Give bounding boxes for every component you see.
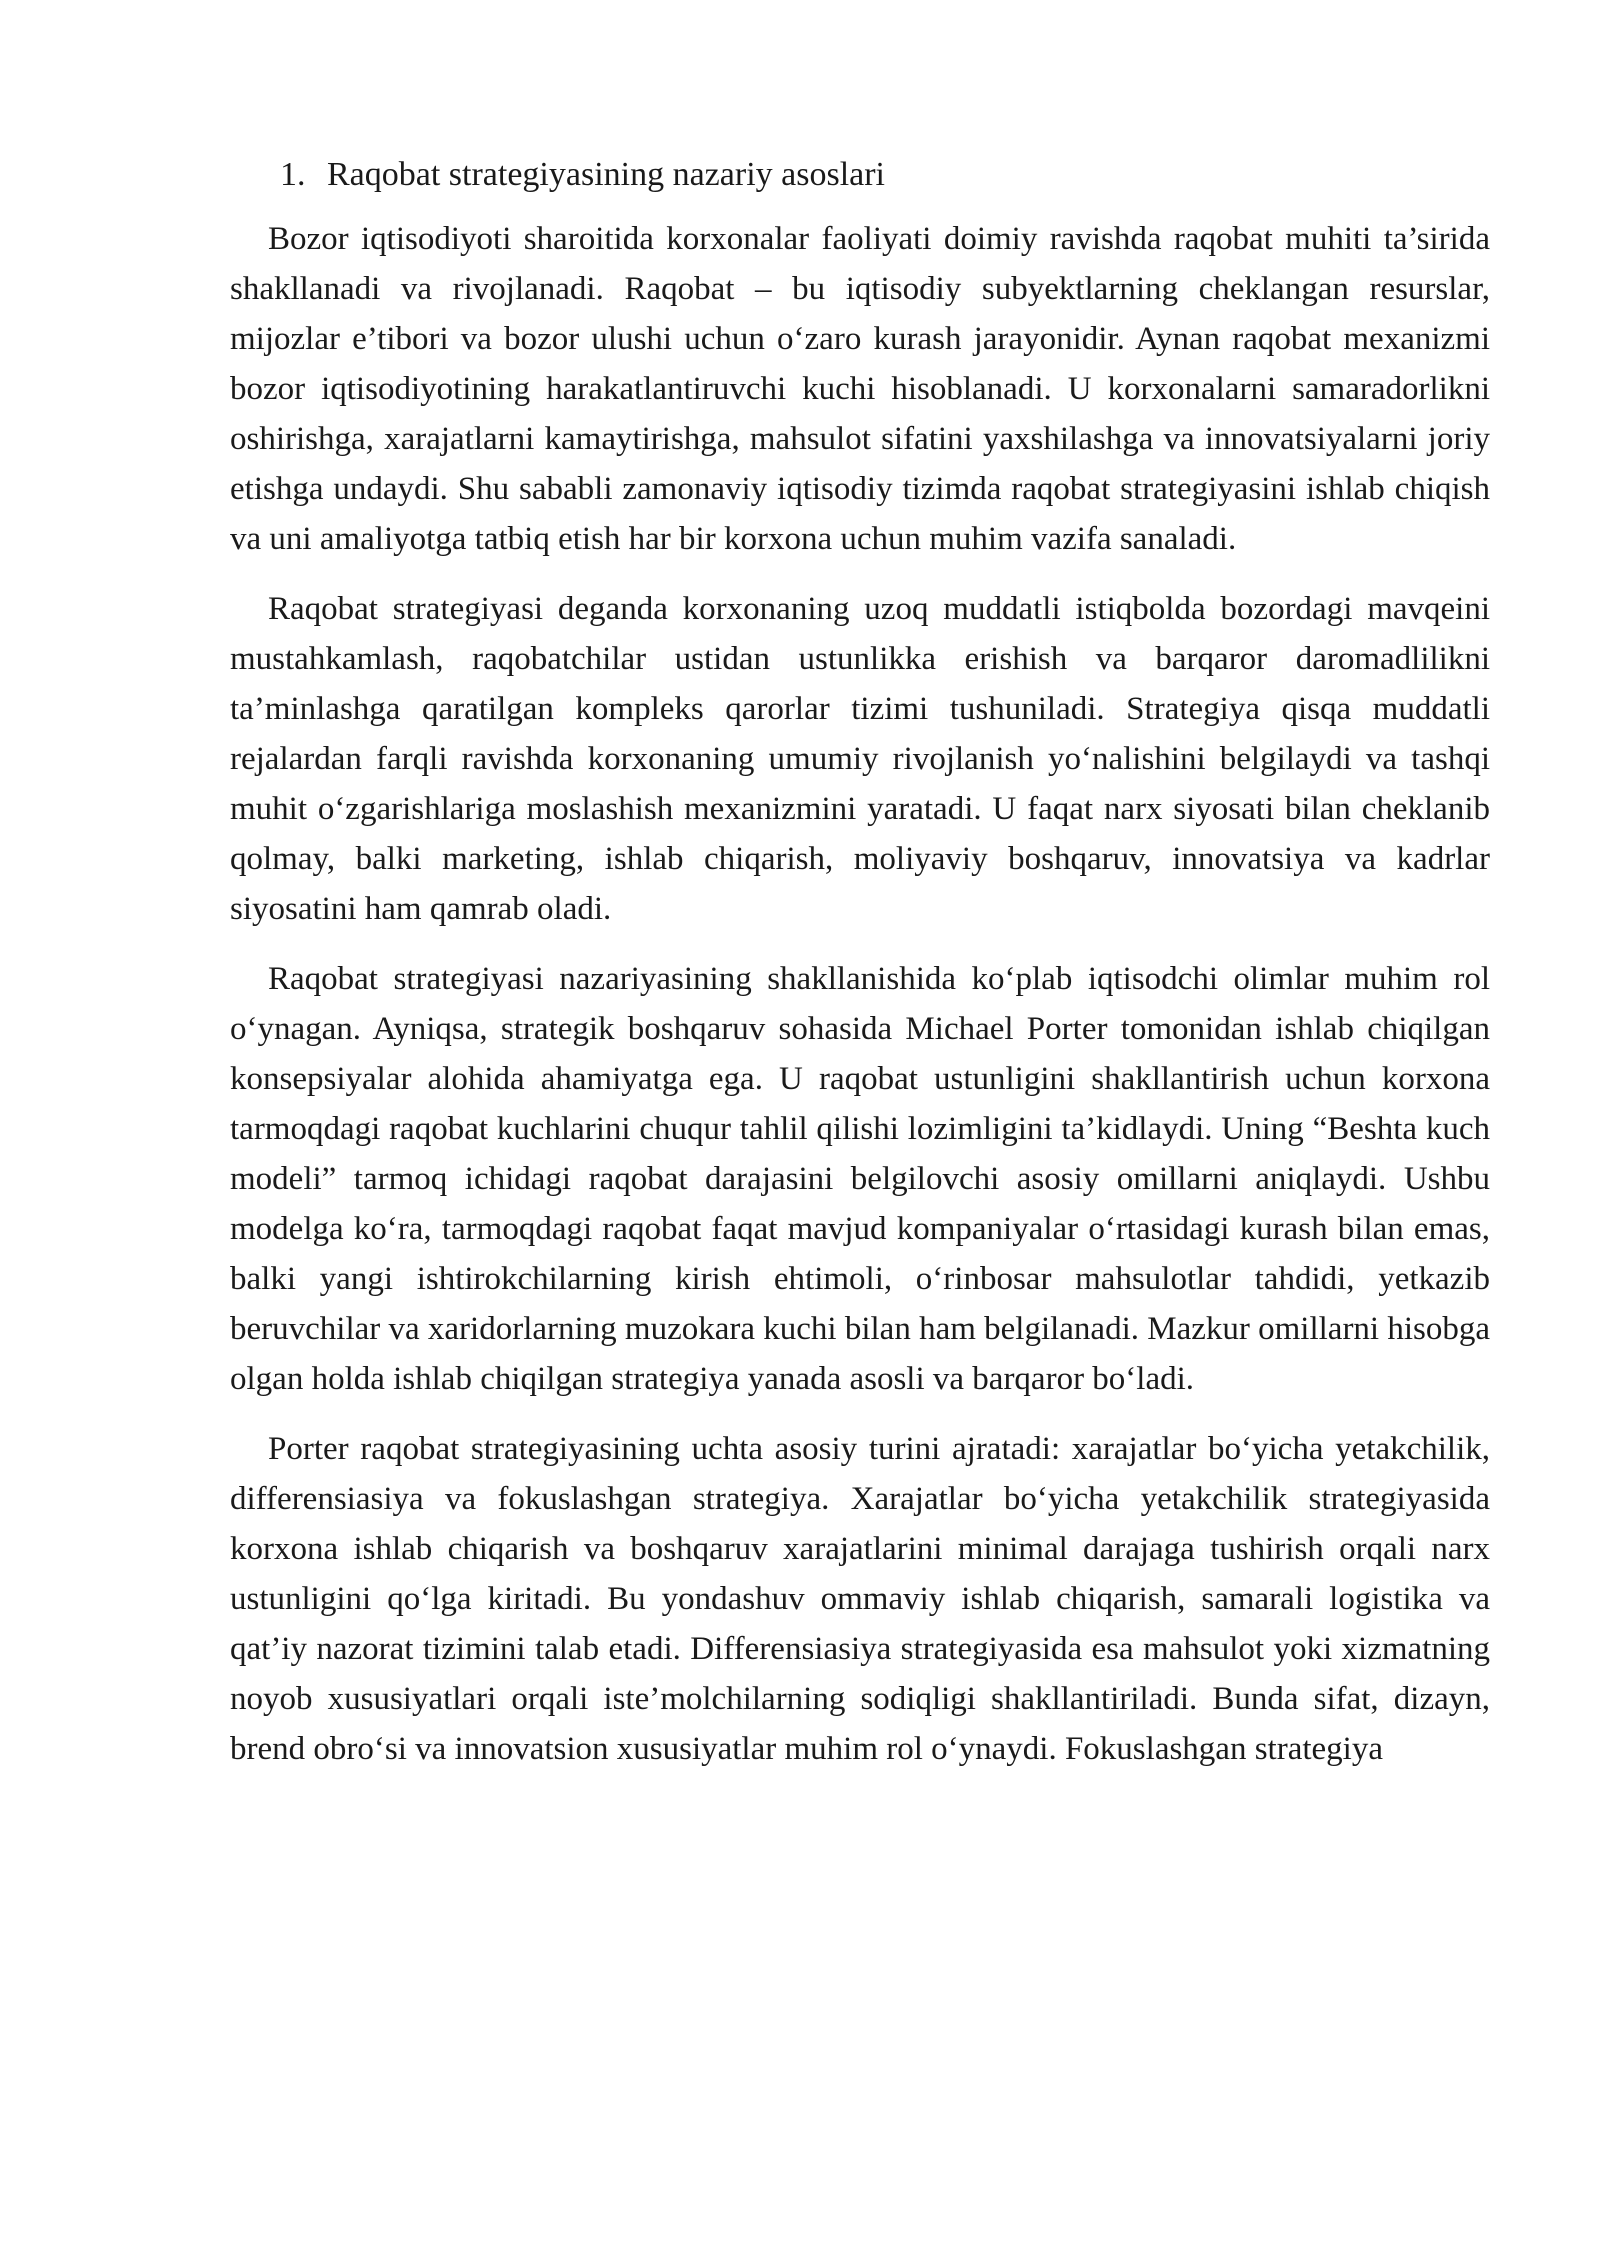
paragraph-1: Bozor iqtisodiyoti sharoitida korxonalar faoliyati doimiy ravishda raqobat muhiti ta’sirida shakllanadi va rivojlanadi. Raqobat – bu iqtisodiy subyektlarning cheklangan resurslar, mijozlar e’tibori va bozor ulushi uchun o‘zaro kurash jarayonidir. Aynan raqobat mexanizmi bozor iqtisodiyotining harakatlantiruvchi kuchi hisoblanadi. U korxonalarni samaradorlikni oshirishga, xarajatlarni kamaytirishga, mahsulot sifatini yaxshilashga va innovatsiyalarni joriy etishga undaydi. Shu sababli zamonaviy iqtisodiy tizimda raqobat strategiyasini ishlab chiqish va uni amaliyotga tatbiq etish har bir korxona uchun muhim vazifa sanaladi. xyxy=(230,221,1490,557)
section-title: Raqobat strategiyasining nazariy asoslari xyxy=(327,156,885,193)
paragraph-4: Porter raqobat strategiyasining uchta asosiy turini ajratadi: xarajatlar bo‘yicha yetakchilik, differensiasiya va fokuslashgan strategiya. Xarajatlar bo‘yicha yetakchilik strategiyasida korxona ishlab chiqarish va boshqaruv xarajatlarini minimal darajaga tushirish orqali narx ustunligini qo‘lga kiritadi. Bu yondashuv ommaviy ishlab chiqarish, samarali logistika va qat’iy nazorat tizimini talab etadi. Differensiasiya strategiyasida esa mahsulot yoki xizmatning noyob xususiyatlari orqali iste’molchilarning sodiqligi shakllantiriladi. Bunda sifat, dizayn, brend obro‘si va innovatsion xususiyatlar muhim rol o‘ynaydi. Fokuslashgan strategiya xyxy=(230,1431,1490,1767)
section-heading xyxy=(230,150,1490,200)
document-body xyxy=(230,150,1490,1794)
paragraph-3: Raqobat strategiyasi nazariyasining shakllanishida ko‘plab iqtisodchi olimlar muhim rol o‘ynagan. Ayniqsa, strategik boshqaruv sohasida Michael Porter tomonidan ishlab chiqilgan konsepsiyalar alohida ahamiyatga ega. U raqobat ustunligini shakllantirish uchun korxona tarmoqdagi raqobat kuchlarini chuqur tahlil qilishi lozimligini ta’kidlaydi. Uning “Beshta kuch modeli” tarmoq ichidagi raqobat darajasini belgilovchi asosiy omillarni aniqlaydi. Ushbu modelga ko‘ra, tarmoqdagi raqobat faqat mavjud kompaniyalar o‘rtasidagi kurash bilan emas, balki yangi ishtirokchilarning kirish ehtimoli, o‘rinbosar mahsulotlar tahdidi, yetkazib beruvchilar va xaridorlarning muzokara kuchi bilan ham belgilanadi. Mazkur omillarni hisobga olgan holda ishlab chiqilgan strategiya yanada asosli va barqaror bo‘ladi. xyxy=(230,961,1491,1397)
section-number: 1. xyxy=(280,156,306,193)
paragraph-2: Raqobat strategiyasi deganda korxonaning uzoq muddatli istiqbolda bozordagi mavqeini mustahkamlash, raqobatchilar ustidan ustunlikka erishish va barqaror daromadlilikni ta’minlashga qaratilgan kompleks qarorlar tizimi tushuniladi. Strategiya qisqa muddatli rejalardan farqli ravishda korxonaning umumiy rivojlanish yo‘nalishini belgilaydi va tashqi muhit o‘zgarishlariga moslashish mexanizmini yaratadi. U faqat narx siyosati bilan cheklanib qolmay, balki marketing, ishlab chiqarish, moliyaviy boshqaruv, innovatsiya va kadrlar siyosatini ham qamrab oladi. xyxy=(230,591,1490,927)
